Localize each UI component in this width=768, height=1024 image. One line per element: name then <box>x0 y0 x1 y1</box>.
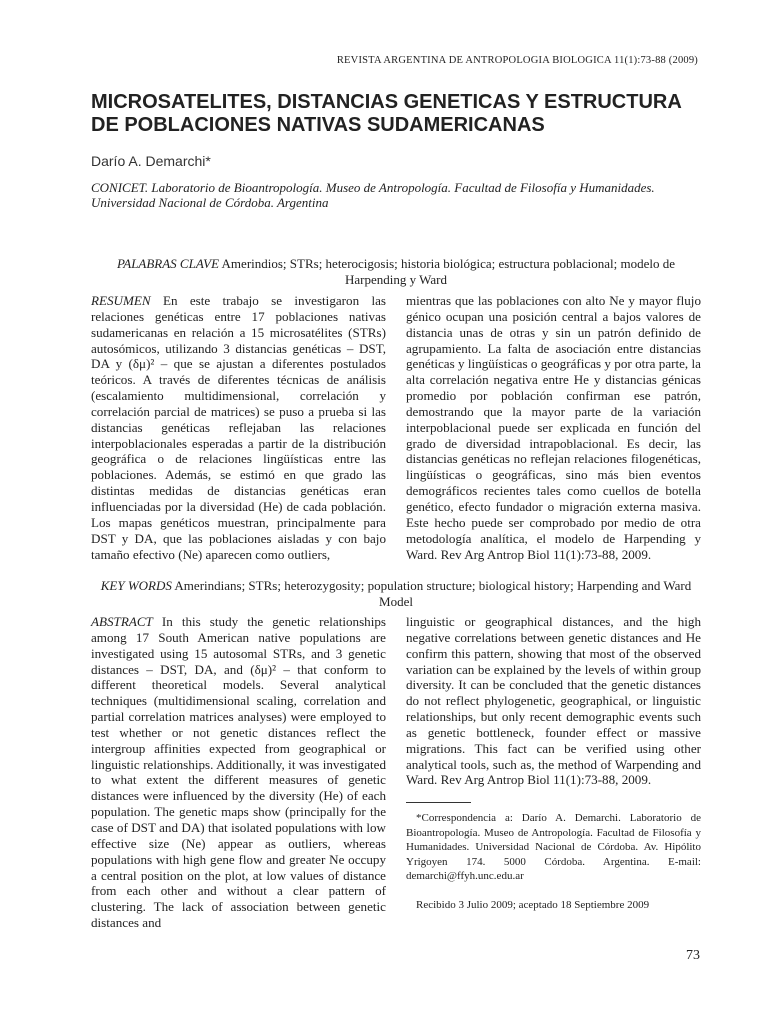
author-name: Darío A. Demarchi* <box>91 153 211 169</box>
abstract-text-2: linguistic or geographical distances, and the high negative correlations between genetic distances and He confirm this pattern, showing that most of the observed variation can be explained by the levels of within group diversity. It can be concluded that the genetic distances do not reflect phylogenetic, geographical, or linguistic relationships, but only recent demographic events such as genetic bottleneck, founder effect or massive migrations. This fact can be verified using other analytical tools, such as, the method of Warpending and Ward. Rev Arg Antrop Biol 11(1):73-88, 2009. <box>406 614 701 788</box>
palabras-clave-label: PALABRAS CLAVE <box>116 256 220 271</box>
abstract-text-1: In this study the genetic relationships among 17 South American native populations are investigated using 15 autosomal STRs, and 3 genetic distances – DST, DA, and (δμ)² – that conform to different theoretical models. Several analytical techniques (multidimensional scaling, correlation and partial correlation matrices analyses) were employed to test whether or not genetic distances reflect the intergroup affinities expected from geographical or linguistic relationships. Additionally, it was investigated to what extent the different measures of genetic distances were influenced by the diversity (He) of each population. The genetic maps show (principally for the case of DST and DA) that isolated populations with low effective size (Ne) appear as outliers, whereas populations with high gene flow and greater Ne occupy a central position on the plot, at low values of distance from each other and without a clear pattern of clustering. The lack of association between genetic distances and <box>91 614 386 931</box>
footnote-divider <box>406 802 471 803</box>
resumen-column-2 <box>406 293 701 562</box>
resumen-column-1 <box>91 293 386 562</box>
key-words-text: Amerindians; STRs; heterozygosity; population structure; biological history; Harpending and Ward Model <box>171 578 692 609</box>
palabras-clave <box>91 256 701 288</box>
key-words <box>91 578 701 610</box>
key-words-label: KEY WORDS <box>100 578 172 593</box>
page-number: 73 <box>686 948 700 963</box>
resumen-section <box>91 293 701 562</box>
correspondence-footnote: *Correspondencia a: Darío A. Demarchi. Laboratorio de Bioantropología. Museo de Antropología. Facultad de Filosofía y Humanidades. Universidad Nacional de Córdoba. Av. Hipólito Yrigoyen 174. 5000 Córdoba. Argentina. E-mail: demarchi@ffyh.unc.edu.ar <box>406 812 701 883</box>
author-affiliation: CONICET. Laboratorio de Bioantropología. Museo de Antropología. Facultad de Filosofía y Humanidades. Universidad Nacional de Córdoba. Argentina <box>91 180 655 210</box>
resumen-text-2: mientras que las poblaciones con alto Ne y mayor flujo génico ocupan una posición central a bajos valores de distancia unas de otras y sin un patrón definido de agrupamiento. La falta de asociación entre distancias genéticas y lingüísticas o geográficas y por otra parte, la alta correlación negativa entre He y distancias génicas promedio por población confirman ese patrón, demostrando que la mayor parte de la variación interpoblacional puede ser explicada en función del grado de diversidad intrapoblacional. Es decir, las distancias genéticas no reflejan relaciones filogenéticas, lingüísticas o geográficas, sino más bien eventos demográficos recientes tales como cuellos de botella genético, efecto fundador o migración externa masiva. Este hecho puede ser comprobado por medio de otra metodología analítica, el modelo de Harpending y Ward. Rev Arg Antrop Biol 11(1):73-88, 2009. <box>406 293 701 562</box>
abstract-section <box>91 614 701 931</box>
resumen-text-1: En este trabajo se investigaron las relaciones genéticas entre 17 poblaciones nativas sudamericanas en relación a 15 microsatélites (STRs) autosómicos, utilizando 3 distancias genéticas – DST, DA y (δμ)² – que se ajustan a diferentes postulados teóricos. A través de diferentes técnicas de análisis (escalamiento multidimensional, correlación y correlación parcial de matrices) se puso a prueba si las distancias genéticas reflejaban las relaciones interpoblacionales esperadas a partir de la distribución geográfica o de relaciones lingüísticas entre las poblaciones. Además, se estimó en que grado las distintas medidas de distancias genéticas eran influenciadas por la diversidad (He) de cada población. Los mapas genéticos muestran, principalmente para DST y DA, que las poblaciones aisladas y con bajo tamaño efectivo (Ne) aparecen como outliers, <box>91 293 386 562</box>
article-title: MICROSATELITES, DISTANCIAS GENETICAS Y ESTRUCTURA DE POBLACIONES NATIVAS SUDAMERICANAS <box>91 91 682 136</box>
abstract-column-2 <box>406 614 701 931</box>
resumen-label: RESUMEN <box>91 293 151 308</box>
received-dates: Recibido 3 Julio 2009; aceptado 18 Septiembre 2009 <box>416 898 650 911</box>
journal-running-header: REVISTA ARGENTINA DE ANTROPOLOGIA BIOLOGICA 11(1):73-88 (2009) <box>336 55 698 66</box>
abstract-column-1 <box>91 614 386 931</box>
abstract-label: ABSTRACT <box>91 614 153 629</box>
palabras-clave-text: Amerindios; STRs; heterocigosis; historia biológica; estructura poblacional; modelo de Harpending y Ward <box>219 256 676 287</box>
